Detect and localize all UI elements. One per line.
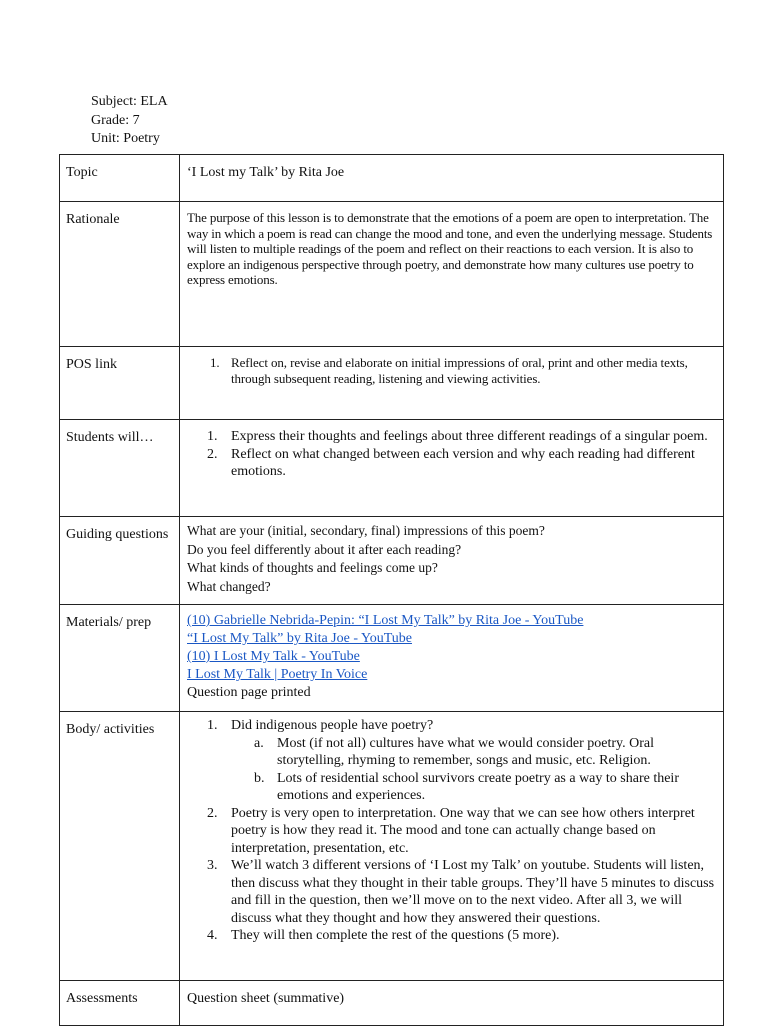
grade-line: Grade: 7 xyxy=(91,112,140,128)
list-number: 2. xyxy=(207,805,218,821)
guiding-question: What are your (initial, secondary, final) impressions of this poem? xyxy=(187,523,545,538)
pos-link-row xyxy=(60,347,724,420)
document-header xyxy=(91,93,168,149)
video-link-i-lost-my-talk[interactable]: (10) I Lost My Talk - YouTube xyxy=(187,649,360,664)
list-item-text: Express their thoughts and feelings about three different readings of a singular poem. xyxy=(231,429,708,444)
students-will-label: Students will… xyxy=(60,420,180,517)
sub-list-letter: a. xyxy=(254,735,264,751)
list-number: 1. xyxy=(210,355,220,370)
assessments-label: Assessments xyxy=(60,981,180,1026)
video-link-rita-joe[interactable]: “I Lost My Talk” by Rita Joe - YouTube xyxy=(187,631,412,646)
list-number: 2. xyxy=(207,446,218,462)
list-item xyxy=(187,927,717,945)
sub-list-item-text: Lots of residential school survivors create poetry as a way to share their emotions and experiences. xyxy=(277,770,679,803)
rationale-text: The purpose of this lesson is to demonstrate that the emotions of a poem are open to interpretation. The way in which a poem is read can change the mood and tone, and even the underlying message. Students will listen to multiple readings of the poem and reflect on their reactions to each version. It is also to explore an indigenous perspective through poetry, and demonstrate how many cultures use poetry to express emotions. xyxy=(180,202,724,347)
materials-row xyxy=(60,605,724,712)
guiding-questions-row xyxy=(60,517,724,605)
sub-list-letter: b. xyxy=(254,770,265,786)
list-item-text: Poetry is very open to interpretation. One way that we can see how others interpret poetry is how they read it. The mood and tone can actually change based on interpretation, presentation, etc. xyxy=(231,805,695,856)
list-item xyxy=(187,428,717,446)
list-number: 4. xyxy=(207,928,218,943)
list-item-text: We’ll watch 3 different versions of ‘I Lost my Talk’ on youtube. Students will listen, then discuss what they thought in their table groups. They’ll have 5 minutes to discuss and fill in the question, then we’ll move on to the next video. After all 3, we will discuss what they thought and how they answered their questions. xyxy=(231,858,715,926)
list-item-text: Reflect on, revise and elaborate on initial impressions of oral, print and other media texts, through subsequent reading, listening and viewing activities. xyxy=(231,355,688,386)
assessments-row xyxy=(60,981,724,1026)
list-item-text: Did indigenous people have poetry? xyxy=(231,718,434,733)
guiding-question: What changed? xyxy=(187,578,271,594)
rationale-label: Rationale xyxy=(60,202,180,347)
pos-link-list xyxy=(187,355,717,387)
list-item-text: They will then complete the rest of the questions (5 more). xyxy=(231,928,560,943)
sub-list-item xyxy=(231,770,717,805)
pos-link-label: POS link xyxy=(60,347,180,420)
poetry-in-voice-link[interactable]: I Lost My Talk | Poetry In Voice xyxy=(187,667,368,682)
topic-row xyxy=(60,155,724,202)
topic-label: Topic xyxy=(60,155,180,202)
rationale-row xyxy=(60,202,724,347)
body-activities-row xyxy=(60,712,724,981)
subject-line: Subject: ELA xyxy=(91,94,168,109)
list-item-text: Reflect on what changed between each version and why each reading had different emotions. xyxy=(231,446,695,479)
activities-list xyxy=(187,717,717,945)
sub-list-item-text: Most (if not all) cultures have what we would consider poetry. Oral storytelling, rhyming to remember, songs and music, etc. Religion. xyxy=(277,735,654,768)
materials-label: Materials/ prep xyxy=(60,605,180,712)
list-number: 1. xyxy=(207,718,218,733)
guiding-question: What kinds of thoughts and feelings come up? xyxy=(187,560,438,575)
topic-value: ‘I Lost my Talk’ by Rita Joe xyxy=(180,155,724,202)
guiding-question: Do you feel differently about it after each reading? xyxy=(187,541,462,557)
body-activities-label: Body/ activities xyxy=(60,712,180,981)
assessments-value: Question sheet (summative) xyxy=(180,981,724,1026)
list-item xyxy=(187,355,717,387)
list-item xyxy=(187,805,717,858)
list-item xyxy=(187,717,717,805)
guiding-questions-label: Guiding questions xyxy=(60,517,180,605)
list-item xyxy=(187,446,717,481)
list-number: 1. xyxy=(207,429,218,444)
list-item xyxy=(187,857,717,927)
video-link-gabrielle[interactable]: (10) Gabrielle Nebrida-Pepin: “I Lost My Talk” by Rita Joe - YouTube xyxy=(187,613,584,628)
students-will-row xyxy=(60,420,724,517)
sub-list-item xyxy=(231,735,717,770)
students-will-list xyxy=(187,428,717,481)
materials-note: Question page printed xyxy=(187,685,311,700)
list-number: 3. xyxy=(207,858,218,873)
lesson-plan-table xyxy=(59,154,724,1026)
unit-line: Unit: Poetry xyxy=(91,131,160,146)
sub-list xyxy=(231,735,717,805)
